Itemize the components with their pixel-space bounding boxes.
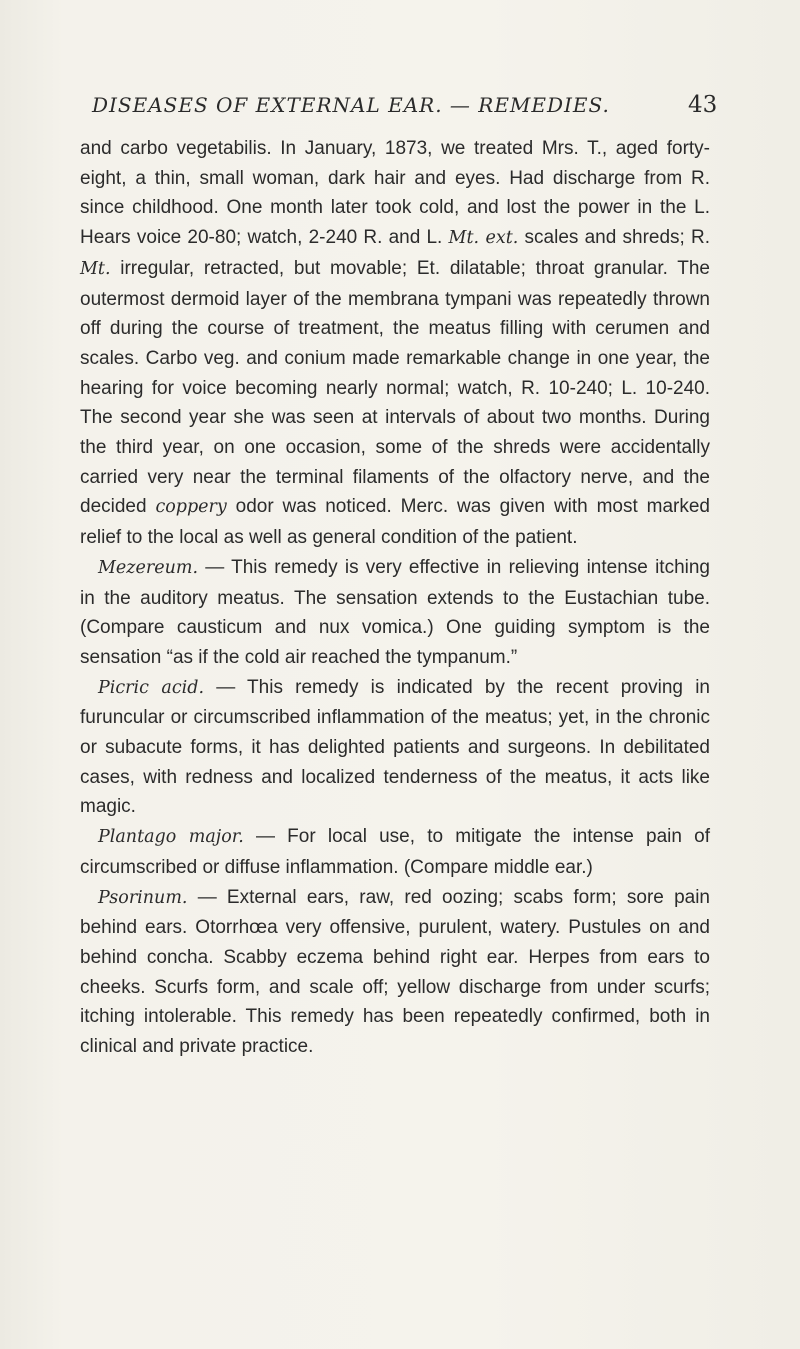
case-text-2: scales and shreds; R. [518, 227, 711, 249]
case-paragraph [80, 134, 710, 553]
page-number: 43 [688, 92, 718, 118]
remedy-name: Plantago major. [98, 827, 244, 848]
abbrev-mt: Mt. [80, 258, 111, 279]
emphasis-coppery: coppery [155, 497, 227, 518]
abbrev-mt-ext: Mt. ext. [448, 228, 519, 249]
remedy-name: Mezereum. [98, 557, 199, 578]
remedy-text: — This remedy is very effective in relieving intense itching in the auditory meatus. The sensation extends to the Eustachian tube. (Compare causticum and nux vomica.) One guiding symptom is the sensation “as if the cold air reached the tympanum.” [80, 556, 710, 668]
case-text-1: and carbo vegetabilis. In January, 1873, we treated Mrs. T., aged forty-eight, a thin, small woman, dark hair and eyes. Had discharge from R. since childhood. One month later took cold, and lost the power in the L. Hears voice 20-80; watch, 2-240 R. and L. [80, 138, 710, 249]
remedy-text: — External ears, raw, red oozing; scabs form; sore pain behind ears. Otorrhœa very offensive, purulent, watery. Pustules on and behind concha. Scabby eczema behind right ear. Herpes from ears to cheeks. Scurfs form, and scale off; yellow discharge from under scurfs; itching intolerable. This remedy has been repeatedly confirmed, both in clinical and private practice. [80, 886, 710, 1058]
remedy-name: Psorinum. [98, 887, 188, 908]
remedy-text: — For local use, to mitigate the intense pain of circumscribed or diffuse inflammation. (Compare middle ear.) [80, 826, 710, 878]
remedy-paragraph-psorinum [80, 883, 710, 1062]
body-text [80, 134, 710, 1062]
remedy-name: Picric acid. [98, 677, 205, 698]
remedy-text: — This remedy is indicated by the recent proving in furuncular or circumscribed inflammation of the meatus; yet, in the chronic or subacute forms, it has delighted patients and surgeons. In debilitated cases, with redness and localized tenderness of the meatus, it acts like magic. [80, 676, 710, 818]
remedy-paragraph-mezereum [80, 553, 710, 673]
case-text-4: odor was noticed. Merc. was given with most marked relief to the local as well as general condition of the patient. [80, 496, 710, 549]
remedy-paragraph-picric-acid [80, 673, 710, 823]
remedy-paragraph-plantago-major [80, 822, 710, 882]
running-head: DISEASES OF EXTERNAL EAR. — REMEDIES. [92, 93, 610, 117]
case-text-3: irregular, retracted, but movable; Et. dilatable; throat granular. The outermost dermoid layer of the membrana tympani was repeatedly thrown off during the course of treatment, the meatus filling with cerumen and scales. Carbo veg. and conium made remarkable change in one year, the hearing for voice becoming nearly normal; watch, R. 10-240; L. 10-240. The second year she was seen at intervals of about two months. During the third year, on one occasion, some of the shreds were accidentally carried very near the terminal filaments of the olfactory nerve, and the decided [80, 257, 710, 518]
